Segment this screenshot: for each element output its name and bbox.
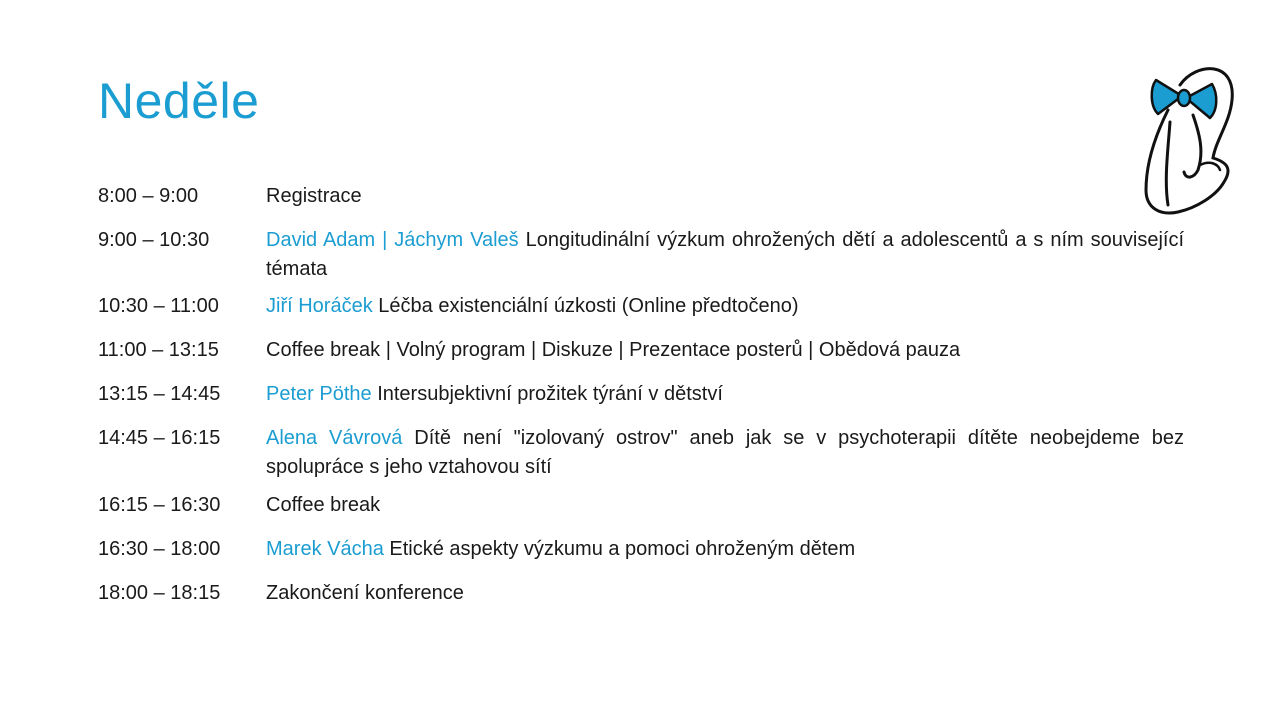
schedule-row	[98, 226, 1184, 284]
time-slot: 13:15 – 14:45	[98, 383, 221, 405]
speaker-name: David Adam | Jáchym Valeš	[266, 229, 519, 251]
schedule-row	[98, 535, 1184, 564]
session-topic: Dítě není "izolovaný ostrov" aneb jak se v psychoterapii dítěte neobejdeme bez spolupráce s jeho vztahovou sítí	[266, 427, 1185, 478]
session-description	[266, 336, 1184, 365]
session-description	[266, 491, 1184, 520]
time-slot: 14:45 – 16:15	[98, 427, 221, 449]
schedule-row	[98, 182, 1184, 211]
time-slot: 16:30 – 18:00	[98, 538, 221, 560]
session-description	[266, 579, 1184, 608]
time-slot: 9:00 – 10:30	[98, 229, 210, 251]
time-slot: 16:15 – 16:30	[98, 494, 221, 516]
schedule-row	[98, 380, 1184, 409]
schedule-list	[98, 182, 1184, 608]
speaker-name: Marek Vácha	[266, 538, 384, 560]
time-slot: 8:00 – 9:00	[98, 185, 199, 207]
schedule-row	[98, 491, 1184, 520]
session-topic: Coffee break	[266, 494, 381, 516]
session-topic: Registrace	[266, 185, 362, 207]
schedule-row	[98, 579, 1184, 608]
time-slot: 18:00 – 18:15	[98, 582, 221, 604]
session-topic: Coffee break | Volný program | Diskuze | Prezentace posterů | Obědová pauza	[266, 339, 961, 361]
session-description	[266, 292, 1184, 321]
session-topic: Longitudinální výzkum ohrožených dětí a adolescentů a s ním související témata	[266, 229, 1185, 280]
page-title: Neděle	[98, 73, 260, 129]
schedule-row	[98, 336, 1184, 365]
session-description	[266, 380, 1184, 409]
session-description	[266, 424, 1184, 482]
session-description	[266, 535, 1184, 564]
speaker-name: Jiří Horáček	[266, 295, 373, 317]
session-topic: Intersubjektivní prožitek týrání v dětství	[377, 383, 723, 405]
speaker-name: Alena Vávrová	[266, 427, 403, 449]
speaker-name: Peter Pöthe	[266, 383, 372, 405]
session-description	[266, 182, 1184, 211]
time-slot: 10:30 – 11:00	[98, 295, 219, 317]
time-slot: 11:00 – 13:15	[98, 339, 219, 361]
session-topic: Etické aspekty výzkumu a pomoci ohroženým dětem	[389, 538, 856, 560]
session-description	[266, 226, 1184, 284]
session-topic: Léčba existenciální úzkosti (Online předtočeno)	[378, 295, 799, 317]
session-topic: Zakončení konference	[266, 582, 464, 604]
schedule-row	[98, 424, 1184, 482]
schedule-row	[98, 292, 1184, 321]
